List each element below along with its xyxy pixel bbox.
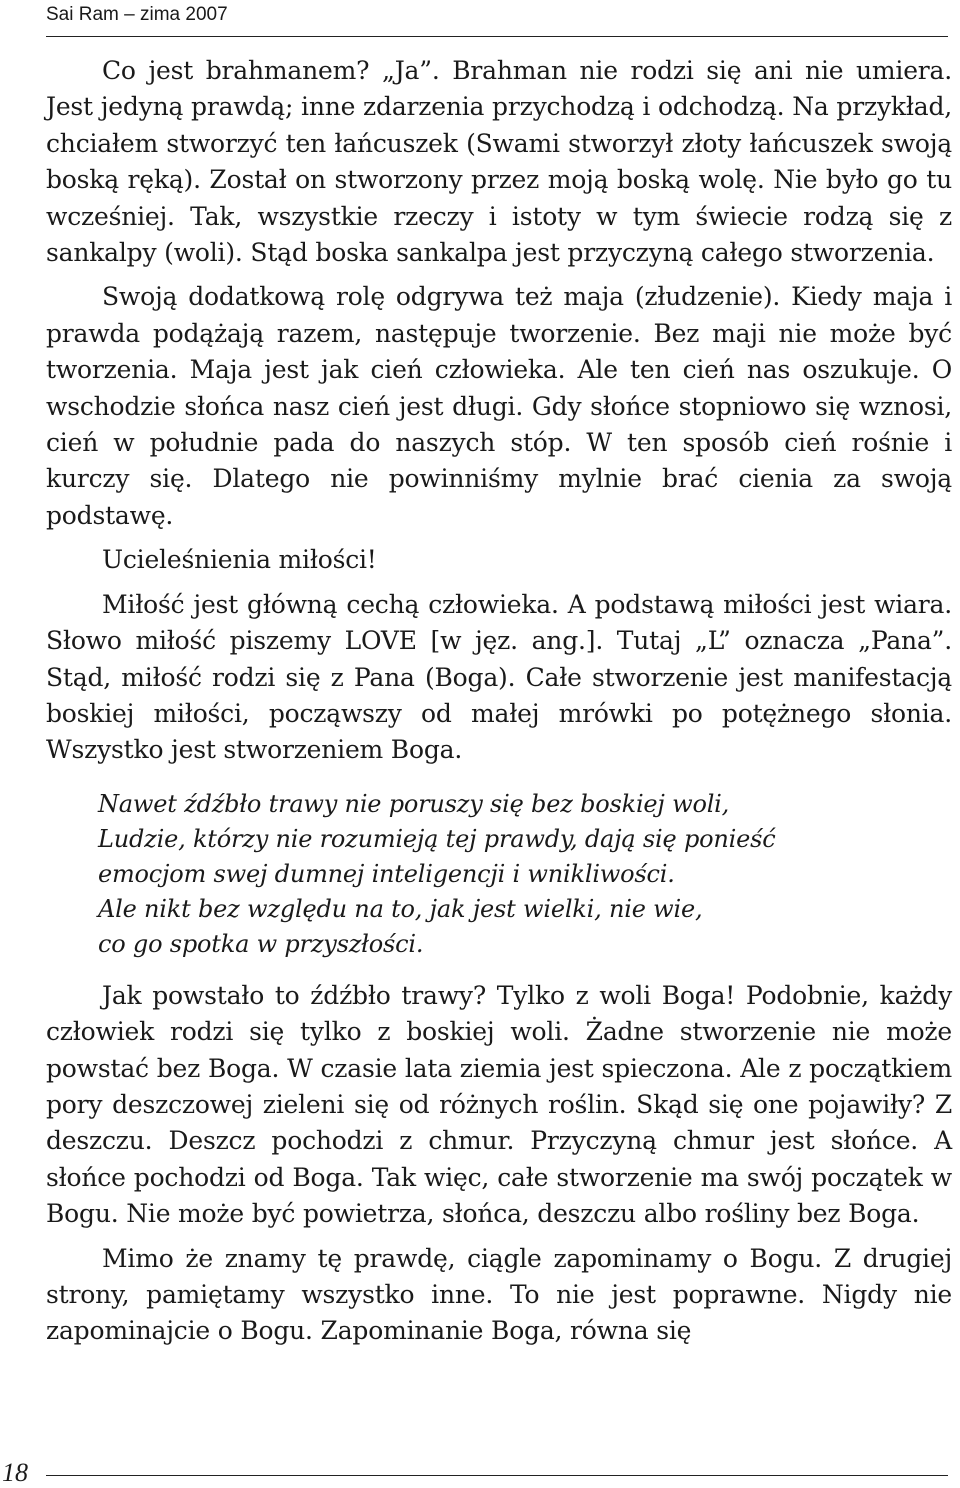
paragraph-address: Ucieleśnienia miłości! [102,545,377,575]
paragraph-forgetting: Mimo że znamy tę prawdę, ciągle zapominamy o Bogu. Z drugiej strony, pamiętamy wszystko inne. To nie jest poprawne. Nigdy nie zapominajcie o Bogu. Zapominanie Boga, równa się [46,1243,952,1346]
poem-quote [98,787,952,962]
poem-line: co go spotka w przyszłości. [98,929,424,958]
paragraph-grass: Jak powstało to źdźbło trawy? Tylko z woli Boga! Podobnie, każdy człowiek rodzi się tylko z boskiej woli. Żadne stworzenie nie może powstać bez Boga. W czasie lata ziemia jest spieczona. Ale z początkiem pory deszczowej zieleni się od różnych roślin. Skąd się one pojawiły? Z deszczu. Deszcz pochodzi z chmur. Przyczyną chmur jest słońce. A słońce pochodzi od Boga. Tak więc, całe stworzenie ma swój początek w Bogu. Nie może być powietrza, słońca, deszczu albo rośliny bez Boga. [46,980,952,1229]
poem-line: Ludzie, którzy nie rozumieją tej prawdy, dają się ponieść [98,824,776,853]
running-header: Sai Ram – zima 2007 [46,4,228,25]
paragraph-brahman: Co jest brahmanem? „Ja”. Brahman nie rodzi się ani nie umiera. Jest jedyną prawdą; inne zdarzenia przychodzą i odchodzą. Na przykład, chciałem stworzyć ten łańcuszek (Swami stworzył złoty łańcuszek swoją boską ręką). Został on stworzony przez moją boską wolę. Nie było go tu wcześniej. Tak, wszystkie rzeczy i istoty w tym świecie rodzą się z sankalpy (woli). Stąd boska sankalpa jest przyczyną całego stworzenia. [46,56,952,268]
poem-line: Ale nikt bez względu na to, jak jest wielki, nie wie, [98,894,703,923]
poem-line: Nawet źdźbło trawy nie poruszy się bez boskiej woli, [98,789,730,818]
paragraph-love: Miłość jest główną cechą człowieka. A podstawą miłości jest wiara. Słowo miłość piszemy LOVE [w jęz. ang.]. Tutaj „L” oznacza „Pana”. Stąd, miłość rodzi się z Pana (Boga). Całe stworzenie jest manifestacją boskiej miłości, począwszy od małej mrówki po potężnego słonia. Wszystko jest stworzeniem Boga. [46,589,952,765]
page-number: 18 [2,1458,28,1487]
paragraph-maja: Swoją dodatkową rolę odgrywa też maja (złudzenie). Kiedy maja i prawda podążają razem, następuje tworzenie. Bez maji nie może być tworzenia. Maja jest jak cień człowieka. Ale ten cień nas oszukuje. O wschodzie słońca nasz cień jest długi. Gdy słońce stopniowo się wznosi, cień w południe pada do naszych stóp. W ten sposób cień rośnie i kurczy się. Dlatego nie powinniśmy mylnie brać cienia za swoją podstawę. [46,282,952,530]
header-divider [46,36,948,37]
page-body [46,53,952,1350]
footer-divider [46,1475,948,1476]
poem-line: emocjom swej dumnej inteligencji i wnikliwości. [98,859,675,888]
